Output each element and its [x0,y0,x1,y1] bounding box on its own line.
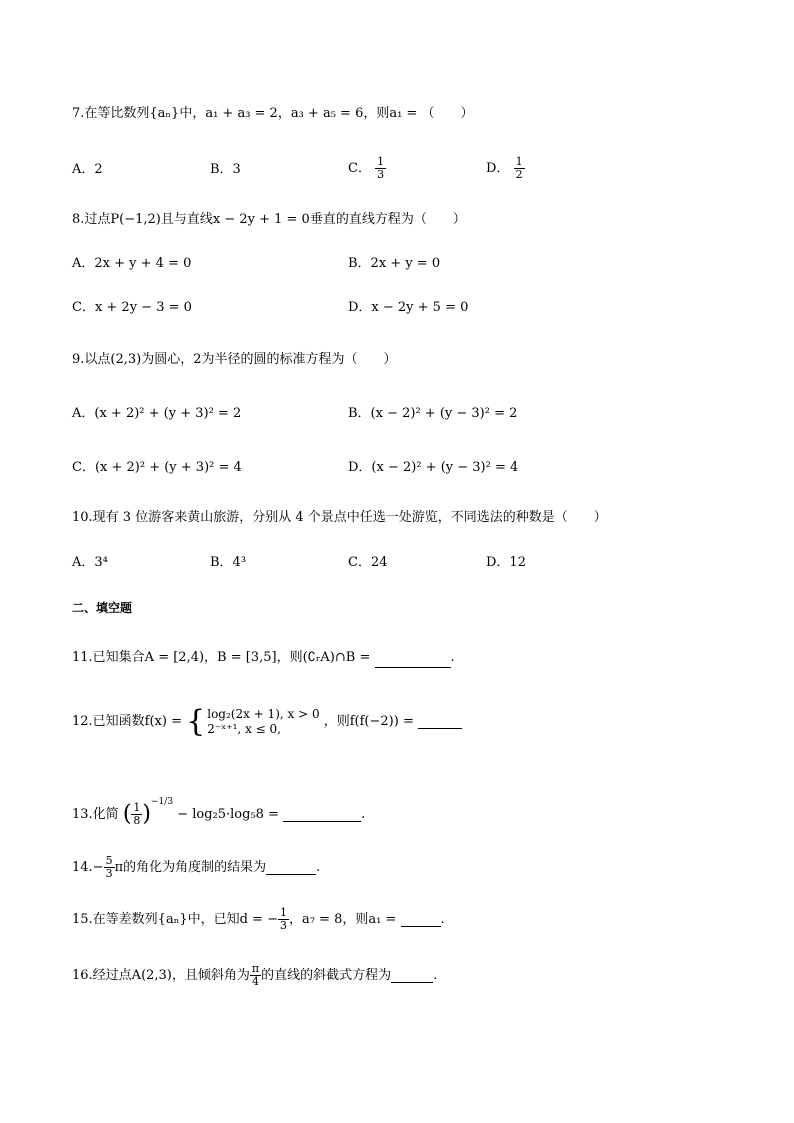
q14-prefix: 14.− [72,860,104,875]
q13-answer-blank[interactable] [283,807,361,822]
q14-fraction [104,855,115,880]
question-9-stem: 9.以点(2,3)为圆心，2为半径的圆的标准方程为（ ） [72,352,397,367]
q13-suffix: − log₂5·log₅8 = [177,807,279,822]
question-8-stem: 8.过点P(−1,2)且与直线x − 2y + 1 = 0垂直的直线方程为（ ） [72,212,466,227]
q10-option-c: C．24 [348,555,388,570]
q15-fraction [278,907,289,932]
q7-c-denominator: 3 [377,168,385,181]
q8-option-d: D．x − 2y + 5 = 0 [348,300,469,315]
q13-fraction [131,802,142,827]
question-14 [72,852,320,884]
q13-paren-open: ( [122,801,132,827]
question-11-text: 11.已知集合A = [2,4)，B = [3,5]，则(∁ᵣA)∩B = [72,650,371,665]
q13-numerator: 1 [133,801,141,814]
question-15 [72,904,445,936]
q10-option-b: B．4³ [210,555,247,570]
q16-denominator: 4 [252,975,259,988]
q7-option-d [486,156,525,181]
q13-period: . [361,807,366,822]
q16-suffix: 的直线的斜截式方程为 [261,968,392,983]
q8-option-c: C．x + 2y − 3 = 0 [72,300,192,315]
q7-option-d-fraction [514,156,525,181]
q14-suffix: π的角化为角度制的结果为 [114,860,267,875]
q12-piecewise [186,703,320,739]
q7-option-d-prefix: D． [486,161,510,176]
q15-suffix: ，a₇ = 8，则a₁ = [288,912,397,927]
q12-prefix: 12.已知函数f(x) = [72,714,182,729]
q10-option-a: A．3⁴ [72,555,108,570]
q12-suffix: ，则f(f(−2)) = [323,714,414,729]
q7-c-numerator: 1 [377,155,385,168]
question-10-stem: 10.现有 3 位游客来黄山旅游，分别从 4 个景点中任选一处游览，不同选法的种数是（ ） [72,510,607,525]
q15-end: . [440,912,445,927]
q11-answer-blank[interactable] [375,653,451,668]
q7-option-c-prefix: C． [348,161,371,176]
question-12 [72,702,462,742]
q12-cases [207,707,319,737]
q11-period: . [450,650,455,665]
q9-option-c: C．(x + 2)² + (y + 3)² = 4 [72,460,242,475]
q16-fraction [250,963,261,988]
q9-option-d: D．(x − 2)² + (y − 3)² = 4 [348,460,519,475]
q15-denominator: 3 [279,919,287,932]
q15-answer-blank[interactable] [401,912,441,927]
question-13 [72,782,365,835]
q14-denominator: 3 [105,867,113,880]
q13-prefix: 13.化简 [72,807,119,822]
q15-numerator: 1 [279,906,287,919]
q13-denominator: 8 [133,814,141,827]
q8-option-a: A．2x + y + 4 = 0 [72,256,192,271]
q8-option-b: B．2x + y = 0 [348,256,441,271]
q14-end: . [316,860,321,875]
q12-answer-blank[interactable] [418,714,462,729]
question-16 [72,960,437,992]
q13-paren-close: ) [142,801,152,827]
q7-option-c-fraction [375,156,386,181]
q14-numerator: 5 [105,854,113,867]
q10-option-d: D．12 [486,555,526,570]
q13-exponent: −1/3 [151,797,174,807]
q15-prefix: 15.在等差数列{aₙ}中，已知d = − [72,912,278,927]
q7-d-numerator: 1 [515,155,523,168]
q9-option-b: B．(x − 2)² + (y − 3)² = 2 [348,406,518,421]
q16-prefix: 16.经过点A(2,3)，且倾斜角为 [72,968,250,983]
q12-case-1: log₂(2x + 1), x > 0 [207,706,320,721]
q16-end: . [433,968,438,983]
section-title-fill-in: 二、填空题 [72,601,133,615]
q12-case-2: 2⁻ˣ⁺¹, x ≤ 0, [207,721,281,736]
q7-option-c [348,156,386,181]
q16-answer-blank[interactable] [391,968,433,983]
q7-option-a: A．2 [72,162,103,177]
q7-d-denominator: 2 [515,168,523,181]
question-7-stem: 7.在等比数列{aₙ}中，a₁ + a₃ = 2，a₃ + a₅ = 6，则a₁ = （ ） [72,106,474,121]
q16-numerator: π [251,962,260,975]
q9-option-a: A．(x + 2)² + (y + 3)² = 2 [72,406,242,421]
q7-option-b: B．3 [210,162,241,177]
question-11 [72,648,455,668]
q14-answer-blank[interactable] [266,860,316,875]
q12-brace-icon: { [186,703,206,739]
